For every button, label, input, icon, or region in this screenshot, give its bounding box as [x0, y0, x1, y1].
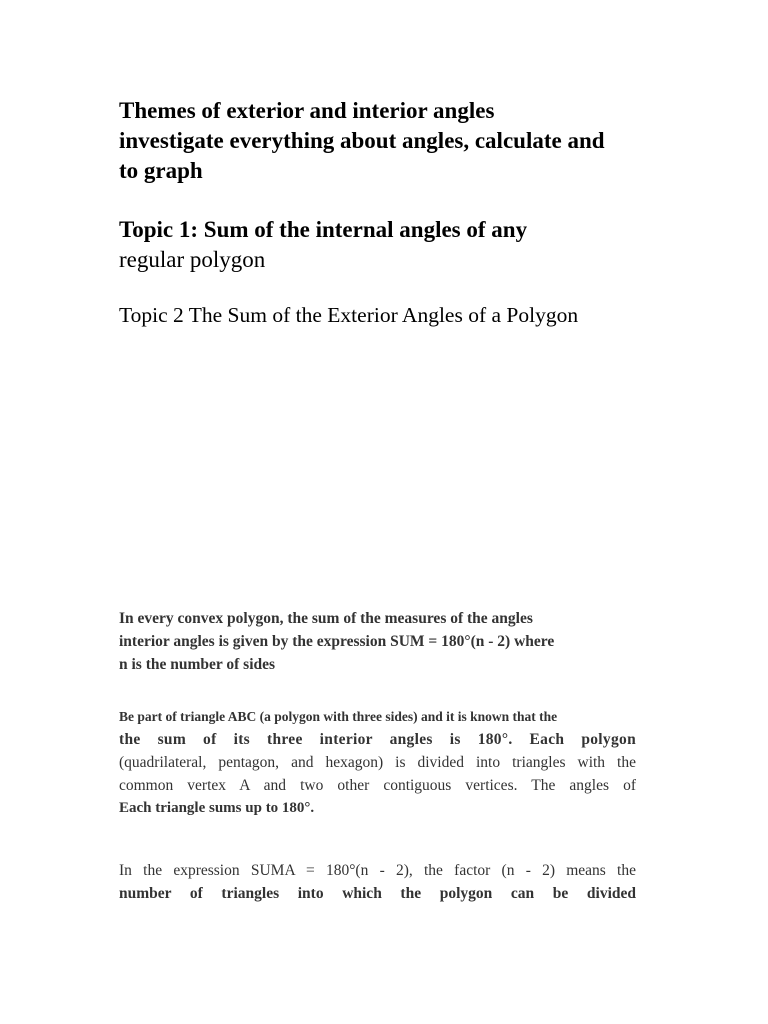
paragraph-line: the sum of its three interior angles is 180°. Each polygon	[119, 731, 636, 748]
topic-2-heading: Topic 2 The Sum of the Exterior Angles of a Polygon	[119, 303, 579, 327]
paragraph-line: interior angles is given by the expression SUM = 180°(n - 2) where	[119, 633, 555, 650]
paragraph-convex-polygon	[119, 607, 636, 676]
paragraph-line: common vertex A and two other contiguous vertices. The angles of	[119, 777, 636, 794]
topic-1-bold-text: Topic 1: Sum of the internal angles of any	[119, 217, 528, 242]
title-line-3: to graph	[119, 158, 203, 183]
topic-1-heading	[119, 215, 527, 275]
paragraph-line: In the expression SUMA = 180°(n - 2), the factor (n - 2) means the	[119, 862, 636, 879]
title-line-2: investigate everything about angles, calculate and	[119, 128, 605, 153]
topic-1-regular-text: regular polygon	[119, 247, 266, 272]
paragraph-triangle-abc	[119, 705, 636, 820]
paragraph-line: (quadrilateral, pentagon, and hexagon) is divided into triangles with the	[119, 754, 636, 771]
paragraph-line: Each triangle sums up to 180°.	[119, 800, 315, 816]
title-line-1: Themes of exterior and interior angles	[119, 98, 495, 123]
paragraph-line: n is the number of sides	[119, 656, 276, 673]
paragraph-line: In every convex polygon, the sum of the measures of the angles	[119, 610, 533, 627]
page-title	[119, 96, 679, 186]
paragraph-line: number of triangles into which the polygon can be divided	[119, 885, 636, 902]
paragraph-line: Be part of triangle ABC (a polygon with three sides) and it is known that the	[119, 709, 558, 724]
paragraph-suma-expression	[119, 859, 636, 905]
